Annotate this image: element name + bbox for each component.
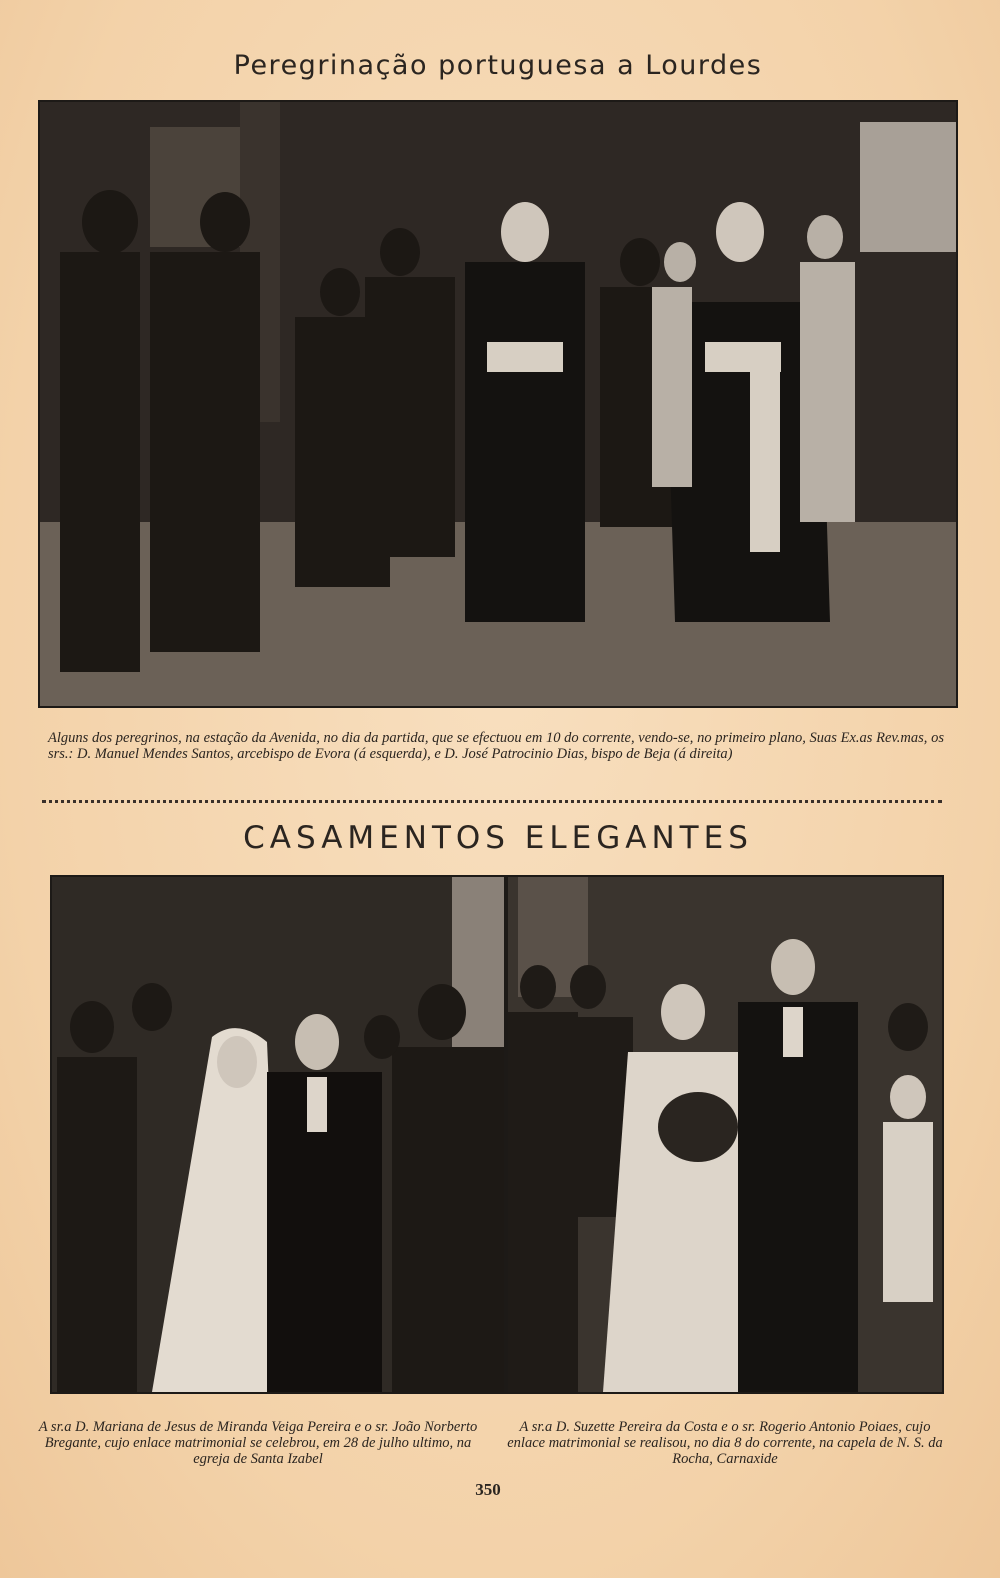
pilgrimage-title: Peregrinação portuguesa a Lourdes bbox=[233, 50, 763, 81]
wedding-photo-right bbox=[506, 875, 944, 1394]
page-number: 350 bbox=[475, 1480, 501, 1499]
wedding-right-caption: A sr.a D. Suzette Pereira da Costa e o sr. Rogerio Antonio Poiaes, cujo enlace matrimonial se realisou, no dia 8 do corrente, na capela de N. S. da Rocha, Carnaxide bbox=[507, 1419, 943, 1467]
wedding-photo-left bbox=[50, 875, 506, 1394]
dotted-divider bbox=[42, 800, 942, 803]
pilgrims-photo bbox=[38, 100, 958, 708]
weddings-title: CASAMENTOS ELEGANTES bbox=[243, 820, 753, 856]
pilgrims-caption: Alguns dos peregrinos, na estação da Avenida, no dia da partida, que se efectuou em 10 do corrente, vendo-se, no primeiro plano, Suas Ex.as Rev.mas, os srs.: D. Manuel Mendes Santos, arcebispo de Evora (á esquerda), e D. José Patrocinio Dias, bispo de Beja (á direita) bbox=[48, 730, 944, 762]
wedding-left-caption: A sr.a D. Mariana de Jesus de Miranda Veiga Pereira e o sr. João Norberto Bregante, cujo enlace matrimonial se celebrou, em 28 de julho ultimo, na egreja de Santa Izabel bbox=[38, 1419, 478, 1467]
